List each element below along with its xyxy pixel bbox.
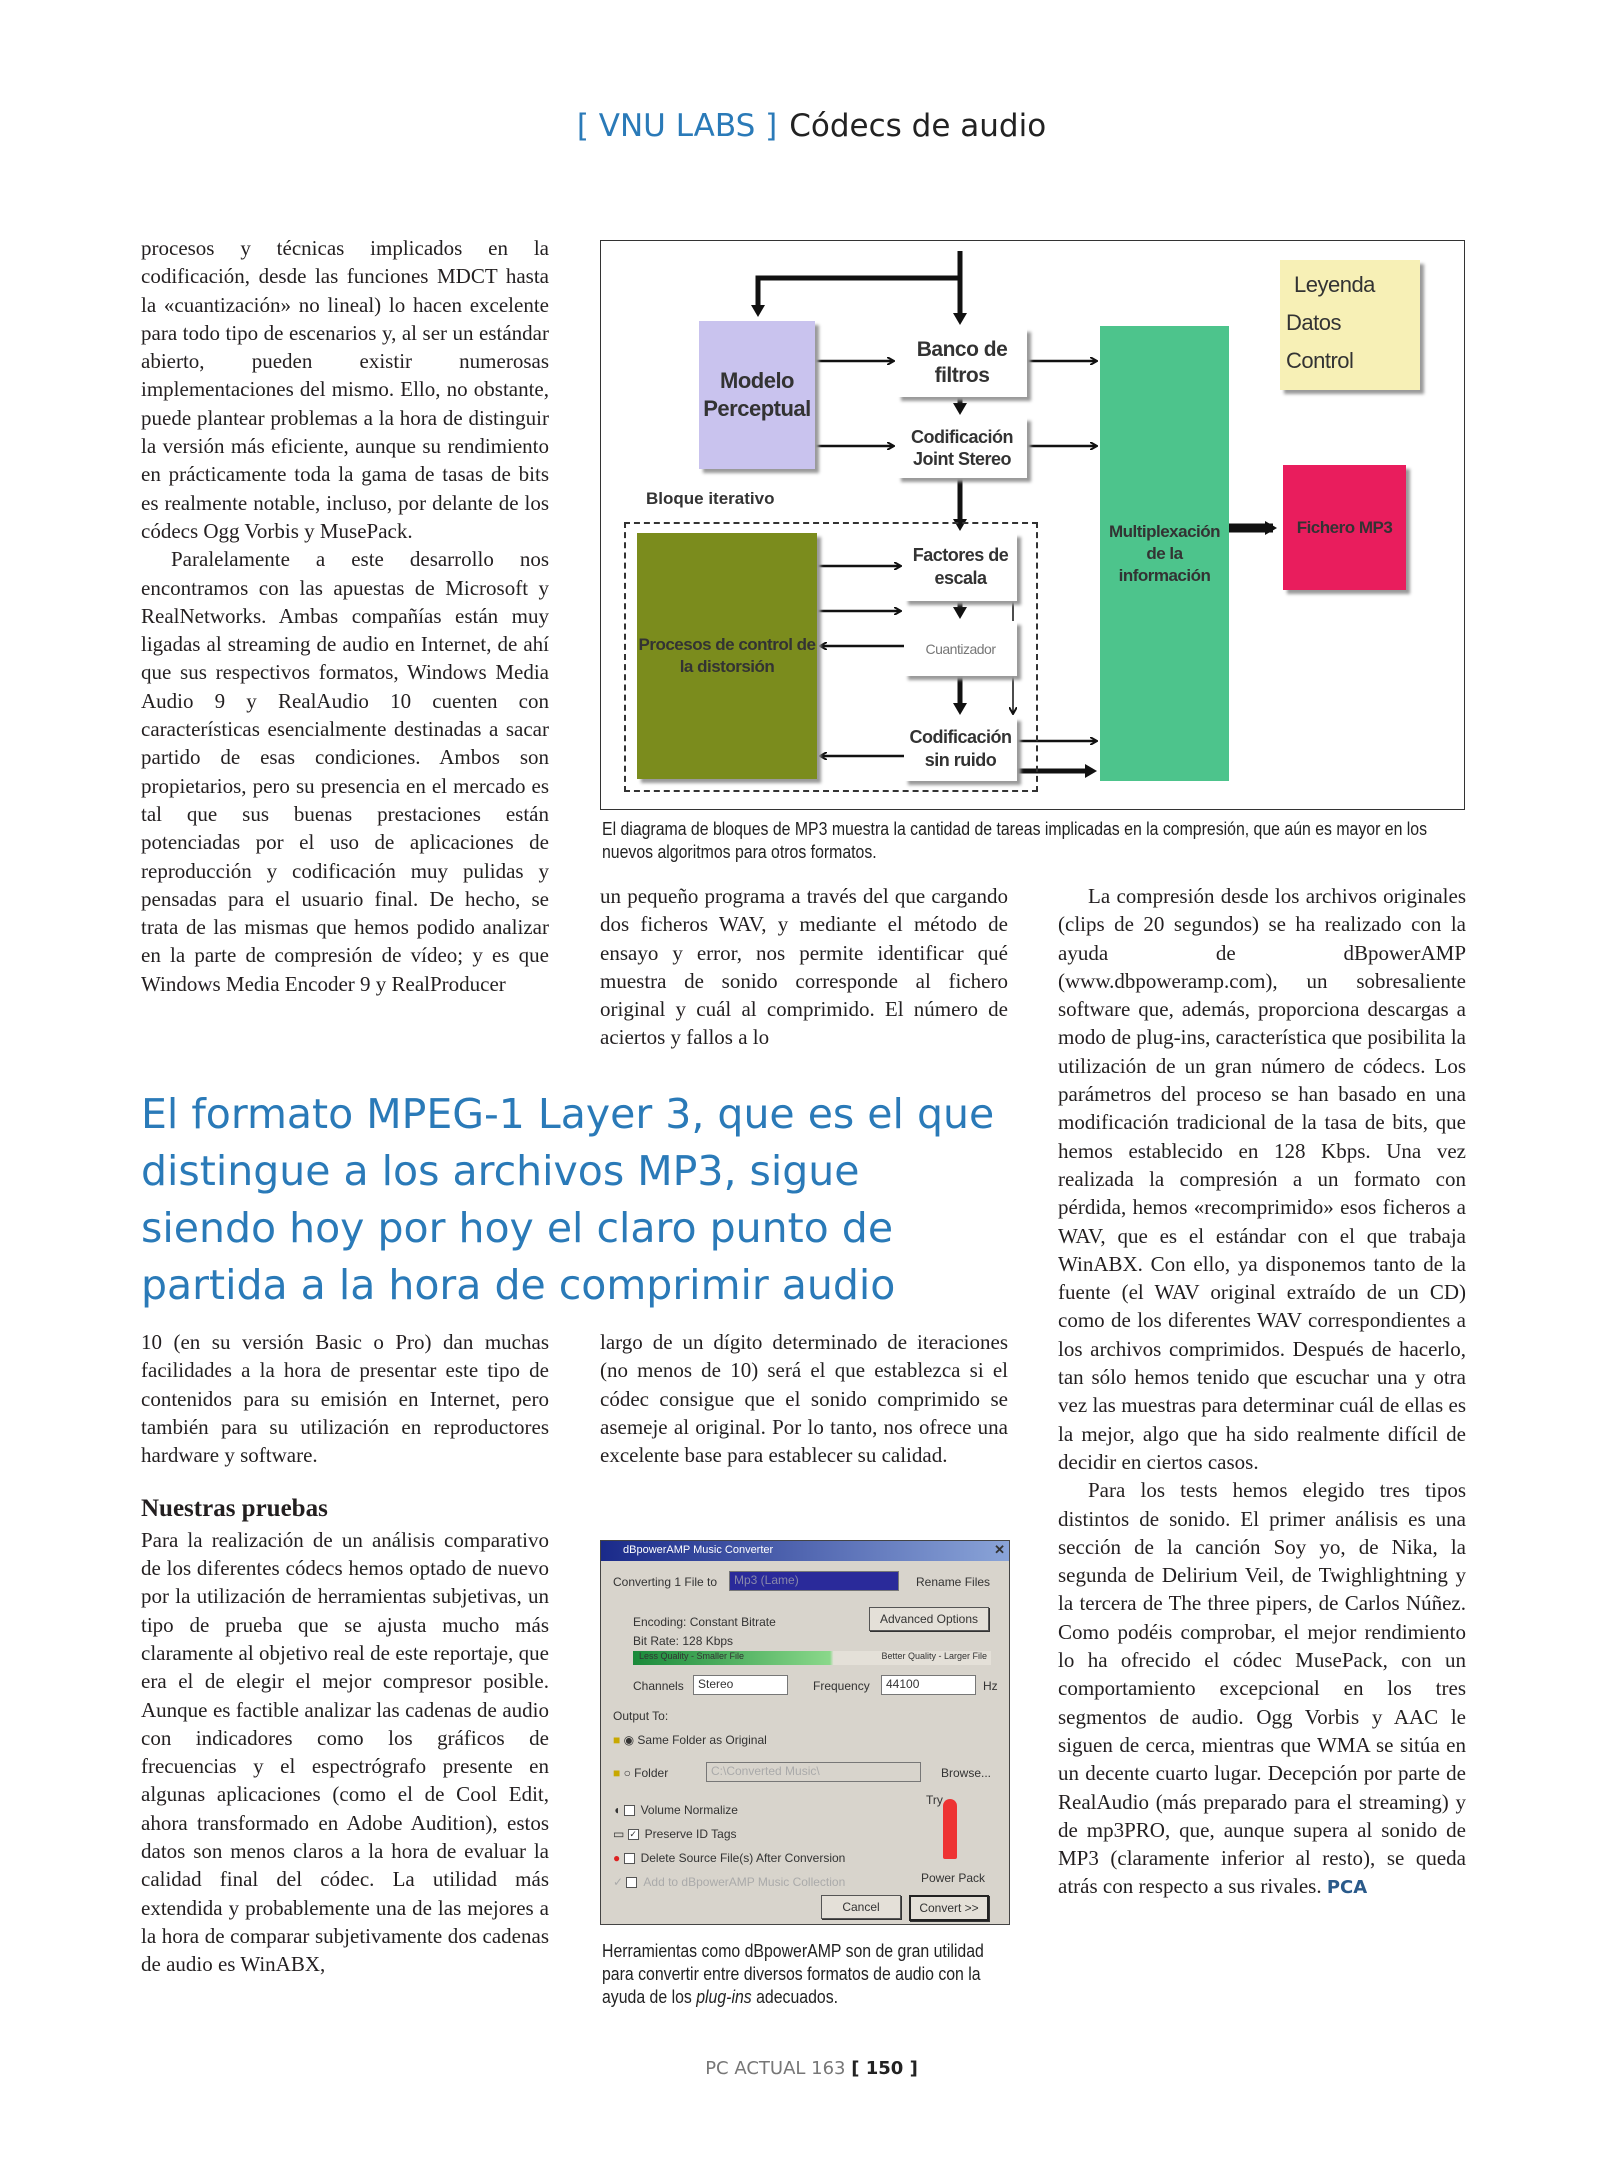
close-icon[interactable]: ✕ bbox=[994, 1542, 1005, 1557]
encoding-label: Encoding: Constant Bitrate bbox=[633, 1615, 776, 1629]
frequency-label: Frequency bbox=[813, 1679, 870, 1693]
pull-quote: El formato MPEG-1 Layer 3, que es el que distingue a los archivos MP3, sigue siendo hoy por hoy el claro punto de partida a la hora de comprimir audio bbox=[141, 1090, 995, 1309]
page-title: Códecs de audio bbox=[789, 108, 1047, 144]
dialog-title: dBpowerAMP Music Converter bbox=[623, 1544, 774, 1556]
output-to-label: Output To: bbox=[613, 1709, 669, 1723]
dbpoweramp-screenshot bbox=[600, 1540, 1010, 1925]
multiplexing-block: Multiplexación de la información bbox=[1100, 326, 1229, 781]
legend-data: Datos bbox=[1286, 310, 1341, 335]
section-label: [ VNU LABS ] bbox=[576, 108, 778, 144]
quantizer-block: Cuantizador bbox=[904, 621, 1017, 676]
screenshot-caption: Herramientas como dBpowerAMP son de gran utilidad para convertir entre diversos formatos de audio con la ayuda de los plug-ins adecuados. bbox=[602, 1941, 984, 2007]
advanced-options-button[interactable]: Advanced Options bbox=[869, 1607, 989, 1631]
hz-label: Hz bbox=[983, 1679, 998, 1693]
better-quality-label: Better Quality - Larger File bbox=[881, 1651, 987, 1661]
paragraph: La compresión desde los archivos originales (clips de 20 segundos) se ha realizado con la ayuda de dBpowerAMP (www.dbpoweramp.com), un sobresaliente software que, además, proporciona descargas a modo de plug-ins, característica que posibilita la utilización de un gran número de códecs. Los parámetros del proceso se han basado en una modificación tradicional de la tasa de bits, que hemos establecido en 128 Kbps. Una vez realizada la compresión a un formato con pérdida, hemos «recomprimido» esos ficheros a WAV, que es el estándar con el que trabaja WinABX. Con ello, ya disponemos tanto de la fuente (el WAV original extraído de un CD) como de los diferentes WAV correspondientes a los archivos comprimidos. Después de hacerlo, tan sólo hemos tenido que escuchar una y otra vez las muestras para determinar cuál de ellas es la mejor, algo que ha sido realmente difícil de decidir en ciertos casos. bbox=[1058, 884, 1466, 1474]
delete-source-checkbox[interactable]: ● Delete Source File(s) After Conversion bbox=[613, 1851, 846, 1865]
channels-select[interactable]: Stereo bbox=[693, 1675, 788, 1695]
format-select[interactable]: Mp3 (Lame) bbox=[729, 1571, 899, 1591]
power-pack-link[interactable]: Power Pack bbox=[921, 1871, 986, 1885]
legend-title: Leyenda bbox=[1294, 272, 1375, 297]
convert-button[interactable]: Convert >> bbox=[909, 1895, 989, 1921]
channels-label: Channels bbox=[633, 1679, 684, 1693]
try-label: Try bbox=[926, 1793, 943, 1807]
volume-normalize-checkbox[interactable]: ◖ Volume Normalize bbox=[613, 1803, 738, 1817]
legend-control: Control bbox=[1286, 348, 1354, 373]
preserve-tags-checkbox[interactable]: ▭ ✓ Preserve ID Tags bbox=[613, 1827, 737, 1841]
iterative-block-label: Bloque iterativo bbox=[646, 489, 775, 508]
page-footer bbox=[0, 2058, 1623, 2079]
section-heading: Nuestras pruebas bbox=[141, 1495, 328, 1523]
cancel-button[interactable]: Cancel bbox=[821, 1895, 901, 1919]
add-collection-checkbox[interactable]: ✓ Add to dBpowerAMP Music Collection bbox=[613, 1875, 846, 1889]
dialog-titlebar bbox=[601, 1541, 1009, 1561]
noiseless-coding-block: Codificación sin ruido bbox=[904, 717, 1017, 781]
same-folder-radio[interactable]: ■ ◉ Same Folder as Original bbox=[613, 1733, 767, 1747]
mp3-block-diagram bbox=[600, 240, 1465, 810]
quality-slider[interactable] bbox=[633, 1651, 991, 1665]
paragraph: Paralelamente a este desarrollo nos encontramos con las apuestas de Microsoft y RealNetworks. Ambas compañías están muy ligadas al streaming de audio en Internet, de ahí que sus respectivos formatos, Windows Media Audio 9 y RealAudio 10 cuenten con características esencialmente destinadas a sacar partido de esas condiciones. Ambos son propietarios, pero su presencia en el mercado es tal que sus buenas prestaciones están potenciadas por el uso de aplicaciones de reproducción y codificación muy pulidas y pensadas para el usuario final. De hecho, se trata de las mismas que hemos podido analizar en la parte de compresión de vídeo; y es que Windows Media Encoder 9 y RealProducer bbox=[141, 547, 549, 996]
paragraph: Para los tests hemos elegido tres tipos distintos de sonido. El primer análisis es una sección de la canción Soy yo, de Nika, la segunda de Delirium Veil, de Twighlightning y la tercera de The three pipers, de Carlos Núñez. Como podéis comprobar, el mejor rendimiento lo ha ofrecido el códec MusePack, con un comportamiento excepcional en los tres segmentos de audio. Ogg Vorbis y AAC le siguen de cerca, mientras que WMA se sitúa en un decente cuarto lugar. Decepción por parte de RealAudio (más preparado para el streaming) y de mp3PRO, que, aunque supera al sonido de MP3 (claramente inferior al resto), se queda atrás con respecto a sus rivales. PCA bbox=[1058, 1478, 1466, 1899]
paragraph: largo de un dígito determinado de iteraciones (no menos de 10) será el que establezca si el códec consigue que el sonido comprimido se asemeje al original. Por lo tanto, nos ofrece una excelente base para establecer su calidad. bbox=[600, 1330, 1008, 1468]
bitrate-label: Bit Rate: 128 Kbps bbox=[633, 1634, 734, 1648]
paragraph: un pequeño programa a través del que cargando dos ficheros WAV, y mediante el método de ensayo y error, nos permite identificar qué muestra de sonido corresponde al fichero original y cuál al comprimido. El número de aciertos y fallos a lo bbox=[600, 884, 1008, 1050]
column-left-bottom bbox=[141, 1328, 549, 1979]
paragraph: procesos y técnicas implicados en la codificación, desde las funciones MDCT hasta la «cuantización» no lineal) lo hacen excelente para todo tipo de escenarios y, al ser un estándar abierto, pueden existir numerosas implementaciones del mismo. Ello, no obstante, puede plantear problemas a la hora de distinguir la versión más eficiente, aunque su rendimiento en prácticamente toda la gama de tasas de bits es realmente notable, incluso, por delante de los códecs Ogg Vorbis y MusePack. bbox=[141, 236, 549, 543]
magazine-issue: PC ACTUAL 163 bbox=[705, 2058, 846, 2079]
diagram-caption: El diagrama de bloques de MP3 muestra la cantidad de tareas implicadas en la compresión, que aún es mayor en los nuevos algoritmos para otros formatos. bbox=[602, 819, 1428, 862]
less-quality-label: Less Quality - Smaller File bbox=[639, 1651, 745, 1661]
column-middle-top bbox=[600, 882, 1008, 1052]
browse-button[interactable]: Browse... bbox=[941, 1766, 992, 1780]
frequency-select[interactable]: 44100 bbox=[881, 1675, 976, 1695]
converting-label: Converting 1 File to bbox=[613, 1575, 718, 1589]
column-middle-bottom bbox=[600, 1328, 1008, 1469]
perceptual-model-block: Modelo Perceptual bbox=[699, 321, 815, 469]
rename-files-checkbox[interactable]: Rename Files bbox=[916, 1575, 991, 1589]
column-left-top bbox=[141, 234, 549, 998]
filter-bank-block: Banco de filtros bbox=[897, 328, 1027, 397]
joint-stereo-block: Codificación Joint Stereo bbox=[897, 417, 1027, 478]
column-right bbox=[1058, 882, 1466, 1903]
folder-path-input[interactable]: C:\Converted Music\ bbox=[706, 1762, 921, 1782]
page-header bbox=[0, 108, 1623, 144]
rocket-icon[interactable] bbox=[943, 1799, 957, 1859]
mp3-file-block: Fichero MP3 bbox=[1283, 465, 1406, 590]
page-number: [ 150 ] bbox=[851, 2058, 918, 2079]
paragraph: 10 (en su versión Basic o Pro) dan muchas facilidades a la hora de presentar este tipo de contenidos para su emisión en Internet, pero también para su utilización en reproductores hardware y software. bbox=[141, 1330, 549, 1468]
legend-box bbox=[1280, 260, 1420, 390]
scale-factors-block: Factores de escala bbox=[904, 533, 1017, 601]
folder-radio[interactable]: ■ ○ Folder bbox=[613, 1766, 669, 1780]
paragraph: Para la realización de un análisis comparativo de los diferentes códecs hemos optado de nuevo por la utilización de herramientas subjetivas, un tipo de prueba que se ajusta mucho más claramente al objetivo real de este reportaje, que era el de elegir el mejor compresor posible. Aunque es factible analizar las cadenas de audio con indicadores como los gráficos de frecuencias y el espectrógrafo presente en algunas aplicaciones (como el de Cool Edit, ahora transformado en Adobe Audition), estos datos son menos claros a la hora de evaluar la calidad final del códec. La utilidad más extendida y probablemente una de las mejores a la hora de comparar subjetivamente dos cadenas de audio es WinABX, bbox=[141, 1527, 549, 1977]
distortion-control-block: Procesos de control de la distorsión bbox=[637, 533, 817, 779]
author-signature: PCA bbox=[1326, 1877, 1368, 1899]
